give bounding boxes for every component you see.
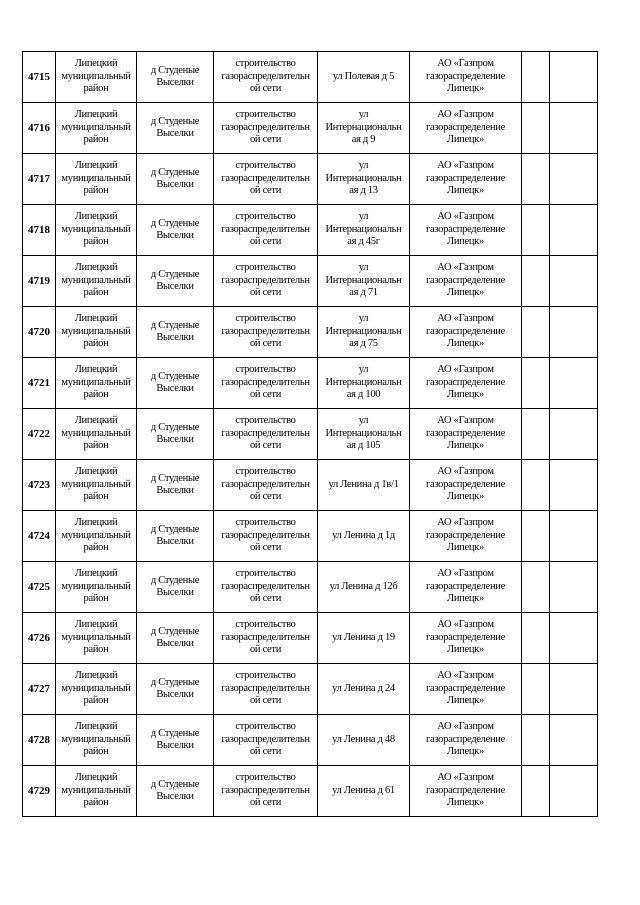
empty-cell-b: [550, 154, 598, 205]
purpose-cell: строительство газораспределительн ой сети: [214, 715, 318, 766]
purpose-cell: строительство газораспределительн ой сети: [214, 562, 318, 613]
organization-cell: АО «Газпром газораспределение Липецк»: [410, 103, 522, 154]
empty-cell-a: [522, 154, 550, 205]
address-cell: ул Интернациональн ая д 45г: [318, 205, 410, 256]
empty-cell-a: [522, 103, 550, 154]
organization-cell: АО «Газпром газораспределение Липецк»: [410, 154, 522, 205]
empty-cell-b: [550, 52, 598, 103]
row-number: 4727: [23, 664, 56, 715]
table-body: [23, 52, 598, 817]
district-cell: Липецкий муниципальный район: [56, 409, 137, 460]
purpose-cell: строительство газораспределительн ой сети: [214, 511, 318, 562]
table-row: [23, 409, 598, 460]
empty-cell-a: [522, 664, 550, 715]
address-cell: ул Полевая д 5: [318, 52, 410, 103]
empty-cell-b: [550, 460, 598, 511]
empty-cell-a: [522, 52, 550, 103]
district-cell: Липецкий муниципальный район: [56, 562, 137, 613]
locality-cell: д Студеные Выселки: [137, 256, 214, 307]
table-row: [23, 715, 598, 766]
address-cell: ул Ленина д 61: [318, 766, 410, 817]
locality-cell: д Студеные Выселки: [137, 613, 214, 664]
purpose-cell: строительство газораспределительн ой сети: [214, 154, 318, 205]
locality-cell: д Студеные Выселки: [137, 154, 214, 205]
purpose-cell: строительство газораспределительн ой сети: [214, 766, 318, 817]
empty-cell-b: [550, 562, 598, 613]
organization-cell: АО «Газпром газораспределение Липецк»: [410, 409, 522, 460]
address-cell: ул Интернациональн ая д 9: [318, 103, 410, 154]
organization-cell: АО «Газпром газораспределение Липецк»: [410, 307, 522, 358]
district-cell: Липецкий муниципальный район: [56, 52, 137, 103]
table-row: [23, 103, 598, 154]
table-row: [23, 52, 598, 103]
empty-cell-b: [550, 664, 598, 715]
locality-cell: д Студеные Выселки: [137, 307, 214, 358]
organization-cell: АО «Газпром газораспределение Липецк»: [410, 256, 522, 307]
district-cell: Липецкий муниципальный район: [56, 715, 137, 766]
empty-cell-a: [522, 460, 550, 511]
row-number: 4725: [23, 562, 56, 613]
address-cell: ул Ленина д 1в/1: [318, 460, 410, 511]
table-row: [23, 613, 598, 664]
district-cell: Липецкий муниципальный район: [56, 766, 137, 817]
purpose-cell: строительство газораспределительн ой сети: [214, 664, 318, 715]
row-number: 4716: [23, 103, 56, 154]
row-number: 4715: [23, 52, 56, 103]
locality-cell: д Студеные Выселки: [137, 103, 214, 154]
empty-cell-a: [522, 256, 550, 307]
table-row: [23, 460, 598, 511]
locality-cell: д Студеные Выселки: [137, 358, 214, 409]
empty-cell-b: [550, 103, 598, 154]
row-number: 4726: [23, 613, 56, 664]
row-number: 4718: [23, 205, 56, 256]
address-cell: ул Ленина д 24: [318, 664, 410, 715]
empty-cell-a: [522, 358, 550, 409]
organization-cell: АО «Газпром газораспределение Липецк»: [410, 715, 522, 766]
table-row: [23, 358, 598, 409]
organization-cell: АО «Газпром газораспределение Липецк»: [410, 205, 522, 256]
empty-cell-a: [522, 562, 550, 613]
locality-cell: д Студеные Выселки: [137, 460, 214, 511]
locality-cell: д Студеные Выселки: [137, 511, 214, 562]
address-cell: ул Интернациональн ая д 13: [318, 154, 410, 205]
empty-cell-b: [550, 511, 598, 562]
empty-cell-b: [550, 256, 598, 307]
organization-cell: АО «Газпром газораспределение Липецк»: [410, 613, 522, 664]
empty-cell-b: [550, 358, 598, 409]
organization-cell: АО «Газпром газораспределение Липецк»: [410, 766, 522, 817]
purpose-cell: строительство газораспределительн ой сети: [214, 358, 318, 409]
locality-cell: д Студеные Выселки: [137, 664, 214, 715]
empty-cell-a: [522, 205, 550, 256]
purpose-cell: строительство газораспределительн ой сети: [214, 613, 318, 664]
table-row: [23, 307, 598, 358]
row-number: 4721: [23, 358, 56, 409]
district-cell: Липецкий муниципальный район: [56, 613, 137, 664]
purpose-cell: строительство газораспределительн ой сети: [214, 103, 318, 154]
district-cell: Липецкий муниципальный район: [56, 358, 137, 409]
purpose-cell: строительство газораспределительн ой сети: [214, 307, 318, 358]
row-number: 4724: [23, 511, 56, 562]
empty-cell-a: [522, 766, 550, 817]
empty-cell-a: [522, 715, 550, 766]
empty-cell-b: [550, 409, 598, 460]
empty-cell-b: [550, 205, 598, 256]
address-cell: ул Ленина д 19: [318, 613, 410, 664]
address-cell: ул Ленина д 1д: [318, 511, 410, 562]
organization-cell: АО «Газпром газораспределение Липецк»: [410, 358, 522, 409]
address-cell: ул Интернациональн ая д 75: [318, 307, 410, 358]
table-row: [23, 766, 598, 817]
row-number: 4717: [23, 154, 56, 205]
locality-cell: д Студеные Выселки: [137, 409, 214, 460]
address-cell: ул Интернациональн ая д 100: [318, 358, 410, 409]
organization-cell: АО «Газпром газораспределение Липецк»: [410, 511, 522, 562]
purpose-cell: строительство газораспределительн ой сети: [214, 256, 318, 307]
organization-cell: АО «Газпром газораспределение Липецк»: [410, 664, 522, 715]
empty-cell-a: [522, 511, 550, 562]
row-number: 4720: [23, 307, 56, 358]
purpose-cell: строительство газораспределительн ой сети: [214, 409, 318, 460]
purpose-cell: строительство газораспределительн ой сети: [214, 205, 318, 256]
district-cell: Липецкий муниципальный район: [56, 205, 137, 256]
row-number: 4729: [23, 766, 56, 817]
purpose-cell: строительство газораспределительн ой сети: [214, 460, 318, 511]
organization-cell: АО «Газпром газораспределение Липецк»: [410, 562, 522, 613]
locality-cell: д Студеные Выселки: [137, 205, 214, 256]
district-cell: Липецкий муниципальный район: [56, 154, 137, 205]
address-cell: ул Интернациональн ая д 71: [318, 256, 410, 307]
row-number: 4728: [23, 715, 56, 766]
table-row: [23, 205, 598, 256]
district-cell: Липецкий муниципальный район: [56, 103, 137, 154]
empty-cell-b: [550, 613, 598, 664]
empty-cell-b: [550, 307, 598, 358]
table-row: [23, 664, 598, 715]
locality-cell: д Студеные Выселки: [137, 715, 214, 766]
table-row: [23, 562, 598, 613]
purpose-cell: строительство газораспределительн ой сети: [214, 52, 318, 103]
address-cell: ул Интернациональн ая д 105: [318, 409, 410, 460]
district-cell: Липецкий муниципальный район: [56, 664, 137, 715]
table-row: [23, 154, 598, 205]
table-row: [23, 511, 598, 562]
row-number: 4723: [23, 460, 56, 511]
organization-cell: АО «Газпром газораспределение Липецк»: [410, 460, 522, 511]
empty-cell-a: [522, 613, 550, 664]
district-cell: Липецкий муниципальный район: [56, 256, 137, 307]
registry-table: [22, 51, 598, 817]
empty-cell-a: [522, 307, 550, 358]
district-cell: Липецкий муниципальный район: [56, 307, 137, 358]
address-cell: ул Ленина д 12б: [318, 562, 410, 613]
row-number: 4719: [23, 256, 56, 307]
locality-cell: д Студеные Выселки: [137, 766, 214, 817]
district-cell: Липецкий муниципальный район: [56, 511, 137, 562]
locality-cell: д Студеные Выселки: [137, 52, 214, 103]
empty-cell-a: [522, 409, 550, 460]
address-cell: ул Ленина д 48: [318, 715, 410, 766]
empty-cell-b: [550, 715, 598, 766]
locality-cell: д Студеные Выселки: [137, 562, 214, 613]
organization-cell: АО «Газпром газораспределение Липецк»: [410, 52, 522, 103]
district-cell: Липецкий муниципальный район: [56, 460, 137, 511]
table-row: [23, 256, 598, 307]
row-number: 4722: [23, 409, 56, 460]
empty-cell-b: [550, 766, 598, 817]
